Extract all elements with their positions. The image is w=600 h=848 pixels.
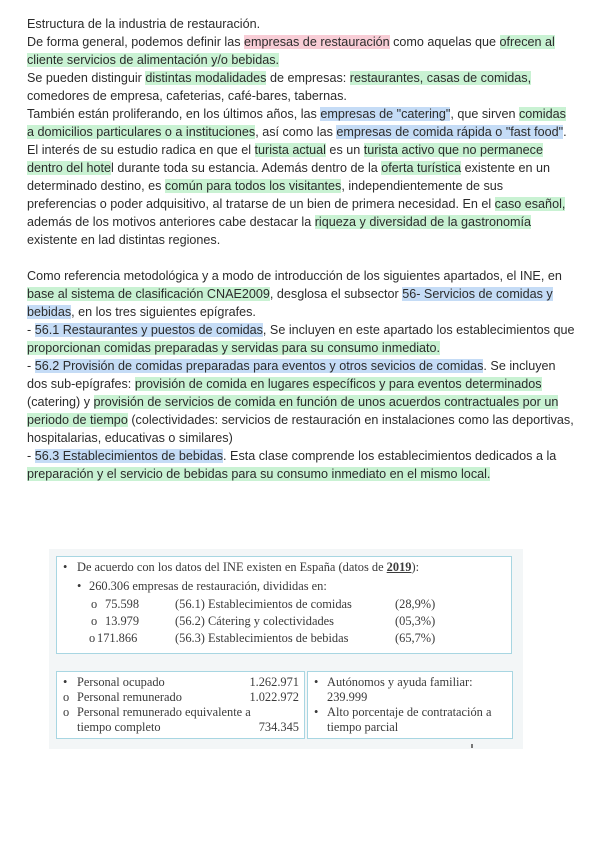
- text-segment: , en los tres siguientes epígrafes.: [71, 305, 256, 319]
- text-segment: como aquelas que: [389, 35, 500, 49]
- highlight-green: preparación y el servicio de bebidas para su consumo inmediato en el mismo local.: [27, 467, 491, 481]
- text-segment: . Esta clase comprende los establecimientos dedicados a la: [223, 449, 557, 463]
- paid-label: Personal remunerado: [77, 690, 182, 704]
- highlight-green: distintas modalidades: [145, 71, 267, 85]
- paragraph-56-1: [27, 321, 575, 357]
- highlight-green: turista actual: [254, 143, 326, 157]
- paragraph-modalities: [27, 69, 575, 105]
- count-56-3: 171.866: [97, 631, 138, 645]
- text-segment: además de los motivos anteriores cabe destacar la: [27, 215, 315, 229]
- bullet-icon: •: [63, 560, 68, 574]
- paid-value: 1.022.972: [249, 690, 299, 704]
- paragraph-definition: [27, 33, 575, 69]
- count-56-1: 75.598: [105, 597, 140, 611]
- highlight-blue: 56.2 Provisión de comidas preparadas para eventos y otros sevicios de comidas: [34, 359, 484, 373]
- highlight-green: turista activo que no permanece dentro del hote: [27, 143, 543, 175]
- highlight-blue: 56.3 Establecimientos de bebidas: [34, 449, 224, 463]
- highlight-green: provisión de servicios de comida en función de unos acuerdos contractuales por un periodo de tiempo: [27, 395, 559, 427]
- paragraph-56-2: [27, 357, 575, 447]
- paragraph-56-3: [27, 447, 575, 483]
- highlight-green: oferta turística: [381, 161, 462, 175]
- ine-summary-card: [56, 556, 512, 654]
- self-employed-value: 239.999: [327, 690, 368, 704]
- highlight-blue: 56.1 Restaurantes y puestos de comidas: [34, 323, 263, 337]
- text-segment: ):: [411, 560, 420, 574]
- highlight-green: restaurantes, casas de comidas,: [349, 71, 532, 85]
- text-segment: existente en lad distintas regiones.: [27, 233, 221, 247]
- text-segment: de empresas:: [266, 71, 350, 85]
- count-56-2: 13.979: [105, 614, 140, 628]
- part-time-label-line2: tiempo parcial: [327, 720, 399, 734]
- paragraph-methodology: [27, 267, 575, 321]
- text-segment: -: [27, 449, 35, 463]
- label-56-1: (56.1) Establecimientos de comidas: [175, 597, 352, 611]
- scan-mark: [471, 744, 473, 748]
- total-companies-line: 260.306 empresas de restauración, divididas en:: [89, 579, 327, 593]
- fte-label-line1: Personal remunerado equivalente a: [77, 705, 251, 719]
- highlight-green: ofrecen al cliente servicios de alimentación y/o bebidas.: [27, 35, 555, 67]
- paragraph-spacer: [27, 249, 575, 267]
- text-segment: , que sirven: [450, 107, 519, 121]
- label-56-2: (56.2) Cátering y colectividades: [175, 614, 334, 628]
- text-segment: El interés de su estudio radica en que el: [27, 143, 255, 157]
- text-segment: De forma general, podemos definir las: [27, 35, 245, 49]
- year-label: 2019: [386, 560, 412, 574]
- text-segment: l durante toda su estancia. Además dentro de la: [111, 161, 382, 175]
- pct-56-2: (05,3%): [395, 614, 436, 628]
- highlight-green: comidas a domicilios particulares o a instituciones: [27, 107, 566, 139]
- highlight-green: común para todos los visitantes: [164, 179, 342, 193]
- ine-intro-line: [77, 560, 419, 575]
- employed-label: Personal ocupado: [77, 675, 165, 689]
- circle-bullet-icon: o: [91, 614, 98, 628]
- paragraph-catering: [27, 105, 575, 141]
- employed-value: 1.262.971: [249, 675, 299, 689]
- text-segment: , así como las: [255, 125, 337, 139]
- bullet-icon: •: [77, 579, 82, 593]
- highlight-green: provisión de comida en lugares específicos y para eventos determinados: [134, 377, 542, 391]
- text-segment: es un: [325, 143, 364, 157]
- self-employed-card: [307, 671, 513, 739]
- circle-bullet-icon: o: [91, 597, 98, 611]
- text-segment: También están proliferando, en los últimos años, las: [27, 107, 321, 121]
- self-employed-label: Autónomos y ayuda familiar:: [327, 675, 473, 689]
- doc-title: Estructura de la industria de restauración.: [27, 17, 261, 31]
- fte-value: 734.345: [258, 720, 299, 734]
- text-segment: , independientemente de sus preferencias o poder adquisitivo, al tratarse de un bien de primera necesidad. En el: [27, 179, 504, 211]
- highlight-green: riqueza y diversidad de la gastronomía: [314, 215, 532, 229]
- part-time-label-line1: Alto porcentaje de contratación a: [327, 705, 492, 719]
- text-segment: De acuerdo con los datos del INE existen en España (datos de: [77, 560, 387, 574]
- text-segment: Como referencia metodológica y a modo de introducción de los siguientes apartados, el INE, en: [27, 269, 562, 283]
- text-segment: -: [27, 359, 35, 373]
- circle-bullet-icon: o: [63, 690, 70, 704]
- label-56-3: (56.3) Establecimientos de bebidas: [175, 631, 349, 645]
- highlight-blue: empresas de "catering": [320, 107, 451, 121]
- bullet-icon: •: [314, 705, 319, 719]
- highlight-blue: 56- Servicios de comidas y bebidas: [27, 287, 553, 319]
- text-segment: .: [563, 125, 567, 139]
- highlight-pink: empresas de restauración: [244, 35, 390, 49]
- bullet-icon: •: [314, 675, 319, 689]
- highlight-green: base al sistema de clasificación CNAE2009: [27, 287, 270, 301]
- employment-card: [56, 671, 305, 739]
- pct-56-1: (28,9%): [395, 597, 436, 611]
- document-body: [27, 15, 575, 483]
- text-segment: , desglosa el subsector: [269, 287, 403, 301]
- text-segment: (catering) y: [27, 395, 94, 409]
- highlight-green: proporcionan comidas preparadas y servidas para su consumo inmediato.: [27, 341, 441, 355]
- text-segment: (colectividades: servicios de restauración en instalaciones como las deportivas, hospitalarias, educativas o similares): [27, 413, 574, 445]
- fte-label-line2: tiempo completo: [77, 720, 161, 734]
- text-segment: Se pueden distinguir: [27, 71, 146, 85]
- text-segment: , Se incluyen en este apartado los establecimientos que: [262, 323, 575, 337]
- bullet-icon: •: [63, 675, 68, 689]
- circle-bullet-icon: o: [89, 631, 96, 645]
- highlight-green: caso esañol,: [494, 197, 566, 211]
- text-segment: existente en un determinado destino, es: [27, 161, 550, 193]
- pct-56-3: (65,7%): [395, 631, 436, 645]
- highlight-blue: empresas de comida rápida o "fast food": [336, 125, 564, 139]
- circle-bullet-icon: o: [63, 705, 70, 719]
- text-segment: -: [27, 323, 35, 337]
- text-segment: . Se incluyen dos sub-epígrafes:: [27, 359, 556, 391]
- paragraph-interest: [27, 141, 575, 249]
- text-segment: comedores de empresa, cafeterias, café-bares, tabernas.: [27, 89, 347, 103]
